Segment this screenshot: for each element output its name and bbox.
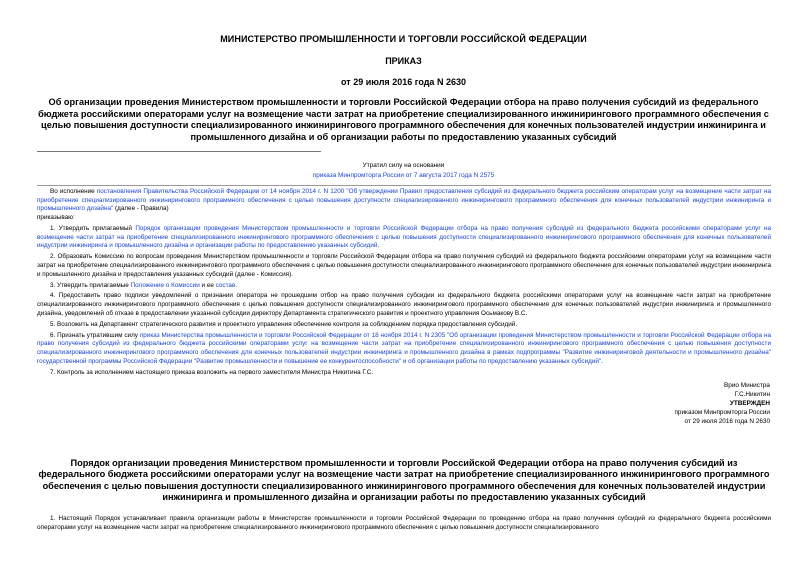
paragraph-3 [37, 282, 771, 291]
status-note [0, 161, 807, 180]
paragraph-6 [37, 332, 771, 367]
paragraph-5: 5. Возложить на Департамент стратегического развития и проектного управления обеспечение контроля за соблюдением порядка предоставления субсидий. [50, 320, 518, 328]
p1-suffix: . [377, 242, 380, 250]
p3-suffix: . [235, 281, 238, 289]
signature-block [570, 382, 770, 427]
resolution-link[interactable]: постановления Правительства Российской Федерации от 14 ноября 2014 г. N 1200 "Об утверждении Правил предоставления субсидий из федерального бюджета российским операторам услуг на возмещение части затрат на приобретение специализированного инжинирингового программного обеспечения с целью повышения доступности специализированного инжинирингового программного обеспечения для конечных пользователей индустрии инжиниринга и промышленного дизайна" [37, 188, 771, 213]
document-body [37, 188, 771, 377]
commission-members-link[interactable]: состав [215, 281, 236, 289]
ministry-heading: МИНИСТЕРСТВО ПРОМЫШЛЕННОСТИ И ТОРГОВЛИ РОССИЙСКОЙ ФЕДЕРАЦИИ [220, 34, 587, 44]
divider-long [37, 185, 771, 186]
p1-text: 1. Утвердить прилагаемый [50, 225, 136, 232]
appendix-title: Порядок организации проведения Министерством промышленности и торговли Российской Федерации отбора на право получения субсидий из федерального бюджета российскими операторами услуг на возмещение части затрат на приобретение специализированного инжинирингового программного обеспечения с целью повышения доступности специализированного инжинирингового программного обеспечения для конечных пользователей индустрии инжиниринга и промышленного дизайна и организации работы по предоставлению указанных субсидий [38, 458, 770, 503]
paragraph-1 [37, 225, 771, 251]
signatory-position: Врио Министра [724, 382, 770, 389]
paragraph-7: 7. Контроль за исполнением настоящего приказа возложить на первого заместителя Министра Никитина Г.С. [50, 368, 374, 376]
p6-suffix: . [601, 357, 603, 365]
paragraph-order: приказываю: [37, 214, 75, 222]
procedure-link[interactable]: Порядок организации проведения Министерством промышленности и торговли Российской Федерации отбора на право получения субсидий из федерального бюджета российскими операторами услуг на возмещение части затрат на приобретение специализированного инжинирингового программного обеспечения с целью повышения доступности специализированного инжинирингового программного обеспечения для конечных пользователей индустрии инжиниринга и промышленного дизайна и организации работы по предоставлению указанных субсидий [37, 225, 771, 250]
commission-regulation-link[interactable]: Положение о Комиссии [130, 281, 200, 289]
approved-label: УТВЕРЖДЕН [729, 399, 770, 407]
approved-by-order: приказом Минпромторга России [674, 408, 770, 416]
appendix-paragraph-1: 1. Настоящий Порядок устанавливает правила организации работы в Министерстве промышленности и торговли Российской Федерации по проведению отбора на право получения субсидий из федерального бюджета российскими операторами услуг на возмещение части затрат на приобретение специализированного инжинирингового программного обеспечения с целью повышения доступности специализированного [37, 515, 771, 531]
repealed-order-link[interactable]: приказ Министерства промышленности и торговли Российской Федерации от 18 ноября 2014 г. N 2305 "Об организации проведения Министерством промышленности и торговли Российской Федерации отбора на право получения субсидий из федерального бюджета российскими операторами услуг на возмещение части затрат на приобретение специализированного инжинирингового программного обеспечения с целью повышения доступности специализированного инжинирингового программного обеспечения для конечных пользователей индустрии инжиниринга и промышленного дизайна в рамках подпрограммы "Развитие инжиниринговой деятельности и промышленного дизайна" государственной программы Российской Федерации "Развитие промышленности и повышение ее конкурентоспособности" и об организации работы по предоставлению указанных субсидий" [37, 331, 771, 365]
status-note-link[interactable]: приказа Минпромторга России от 7 августа 2017 года N 2575 [312, 171, 495, 179]
paragraph-4: 4. Предоставить право подписи уведомлений о признании оператора не прошедшим отбор на право получения субсидии из федерального бюджета российскими операторами услуг на возмещение части затрат на приобретение специализированного инжинирингового программного обеспечения с целью повышения доступности специализированного инжинирингового программного обеспечения для конечных пользователей индустрии инжиниринга и промышленного дизайна, уведомлений об отказе в предоставлении указанной субсидии директору Департамента стратегического развития и проектного управления Осьмакову В.С. [37, 292, 771, 317]
paragraph-intro [37, 188, 771, 214]
document-date: от 29 июля 2016 года N 2630 [341, 77, 466, 87]
status-note-text: Утратил силу на основании [362, 162, 445, 169]
p3-text: 3. Утвердить прилагаемые [50, 281, 131, 289]
p3-mid: и ее [199, 281, 216, 289]
approved-order-date: от 29 июля 2016 года N 2630 [684, 417, 770, 425]
paragraph-2: 2. Образовать Комиссию по вопросам проведения Министерством промышленности и торговли Российской Федерации отбора на право получения субсидий из федерального бюджета российскими операторами услуг на возмещение части затрат на приобретение специализированного инжинирингового программного обеспечения с целью повышения доступности специализированного инжинирингового программного обеспечения для конечных пользователей индустрии инжиниринга и промышленного дизайна и предоставления указанных субсидий (далее - Комиссия). [37, 253, 771, 278]
intro-text: Во исполнение [50, 188, 97, 195]
document-type: ПРИКАЗ [385, 56, 422, 66]
divider-short [37, 151, 321, 152]
intro-suffix: (далее - Правила) [113, 205, 169, 213]
document-title: Об организации проведения Министерством промышленности и торговли Российской Федерации отбора на право получения субсидий из федерального бюджета российскими операторами услуг на возмещение части затрат на приобретение специализированного инжинирингового программного обеспечения с целью повышения доступности специализированного инжинирингового программного обеспечения для конечных пользователей индустрии инжиниринга и промышленного дизайна и об организации работы по предоставлению указанных субсидий [38, 97, 769, 142]
p6-text: 6. Признать утратившим силу [50, 331, 140, 339]
signatory-name: Г.С.Никитин [734, 390, 770, 398]
